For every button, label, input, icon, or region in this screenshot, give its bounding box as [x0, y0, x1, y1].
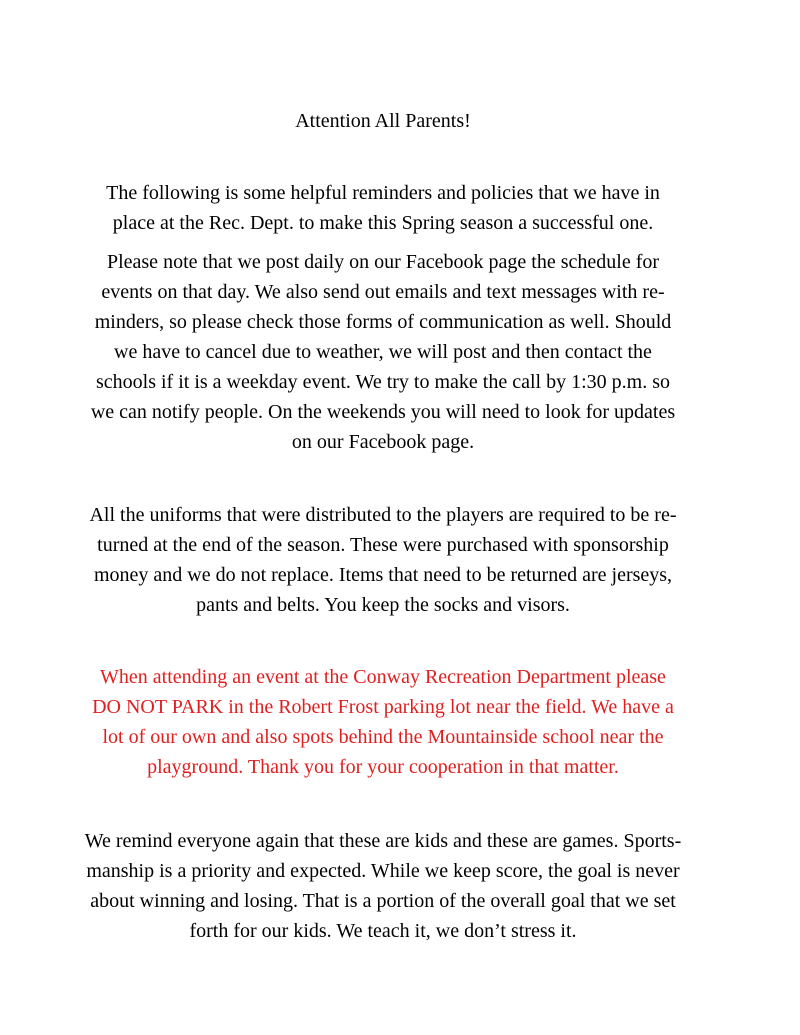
paragraph-line: DO NOT PARK in the Robert Frost parking lot near the field. We have a [92, 696, 674, 718]
paragraph-line: forth for our kids. We teach it, we don’t stress it. [189, 920, 577, 942]
intro-paragraph [0, 178, 766, 238]
paragraph-line: The following is some helpful reminders and policies that we have in [106, 182, 660, 204]
paragraph-line: All the uniforms that were distributed to the players are required to be re- [89, 504, 677, 526]
paragraph-line: money and we do not replace. Items that need to be returned are jerseys, [93, 564, 673, 586]
paragraph-line: schools if it is a weekday event. We try to make the call by 1:30 p.m. so [95, 371, 670, 393]
paragraph-line: place at the Rec. Dept. to make this Spring season a successful one. [112, 212, 654, 234]
paragraph-line: lot of our own and also spots behind the Mountainside school near the [102, 726, 664, 748]
paragraph-line: on our Facebook page. [291, 431, 475, 453]
paragraph-line: about winning and losing. That is a portion of the overall goal that we set [90, 890, 676, 912]
paragraph-line: pants and belts. You keep the socks and visors. [196, 594, 570, 616]
sportsmanship-paragraph [0, 826, 766, 946]
uniforms-paragraph [0, 500, 766, 620]
paragraph-line: we have to cancel due to weather, we will post and then contact the [114, 341, 652, 363]
paragraph-line: events on that day. We also send out emails and text messages with re- [101, 281, 665, 303]
paragraph-line: When attending an event at the Conway Recreation Department please [100, 666, 666, 688]
paragraph-line: manship is a priority and expected. While we keep score, the goal is never [86, 860, 680, 882]
paragraph-line: turned at the end of the season. These were purchased with sponsorship [97, 534, 669, 556]
facebook-notice-paragraph [0, 247, 766, 457]
paragraph-line: playground. Thank you for your cooperation in that matter. [147, 756, 619, 778]
parking-warning-paragraph [0, 662, 766, 782]
paragraph-line: minders, so please check those forms of communication as well. Should [94, 311, 672, 333]
paragraph-line: We remind everyone again that these are kids and these are games. Sports- [84, 830, 682, 852]
paragraph-line: Please note that we post daily on our Facebook page the schedule for [106, 251, 660, 273]
page-title: Attention All Parents! [295, 110, 471, 132]
paragraph-line: we can notify people. On the weekends you will need to look for updates [90, 401, 676, 423]
